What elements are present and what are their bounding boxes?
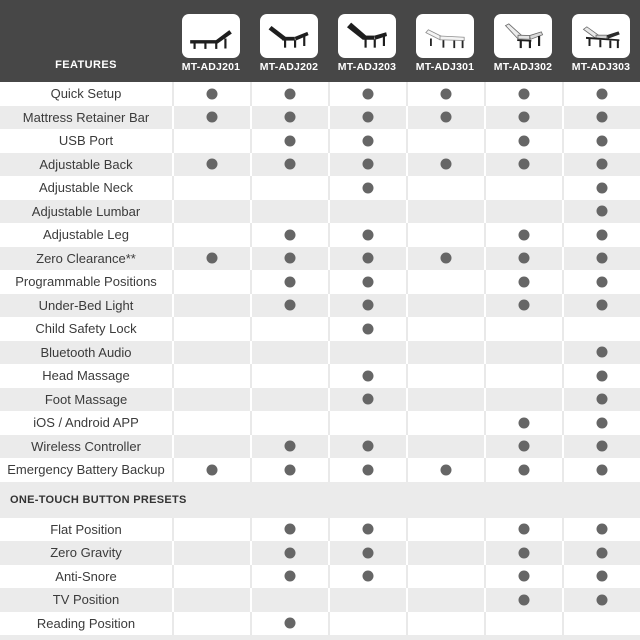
feature-cell-mt-adj302 <box>484 153 562 177</box>
feature-cell-mt-adj202 <box>250 612 328 636</box>
feature-cell-mt-adj302 <box>484 411 562 435</box>
feature-cell-mt-adj301 <box>406 129 484 153</box>
feature-cell-mt-adj301 <box>406 364 484 388</box>
feature-cell-mt-adj203 <box>328 541 406 565</box>
feature-cell-mt-adj201 <box>172 341 250 365</box>
feature-row <box>0 541 640 565</box>
feature-cell-mt-adj303 <box>562 176 640 200</box>
feature-cell-mt-adj203 <box>328 388 406 412</box>
feature-label: Reading Position <box>36 615 136 631</box>
model-column-mt-adj303 <box>562 0 640 82</box>
feature-cell-mt-adj203 <box>328 176 406 200</box>
feature-dot <box>363 182 374 193</box>
model-name: MT-ADJ303 <box>571 61 631 73</box>
feature-cell-mt-adj303 <box>562 612 640 636</box>
feature-cell-mt-adj203 <box>328 565 406 589</box>
feature-cell-mt-adj202 <box>250 518 328 542</box>
feature-row <box>0 411 640 435</box>
feature-dot <box>441 112 452 123</box>
features-header-label: FEATURES <box>55 59 117 71</box>
feature-dot <box>597 276 608 287</box>
feature-dot <box>363 276 374 287</box>
feature-dot <box>363 524 374 535</box>
feature-row <box>0 565 640 589</box>
feature-label: Wireless Controller <box>31 438 141 454</box>
feature-dot <box>519 417 530 428</box>
feature-dot <box>285 441 296 452</box>
model-column-mt-adj202 <box>250 0 328 82</box>
feature-row <box>0 388 640 412</box>
feature-cell-mt-adj202 <box>250 176 328 200</box>
feature-cell-mt-adj203 <box>328 294 406 318</box>
feature-dot <box>363 547 374 558</box>
feature-cell-mt-adj201 <box>172 388 250 412</box>
feature-label: Adjustable Back <box>39 156 133 172</box>
feature-label: Adjustable Neck <box>39 180 133 196</box>
feature-dot <box>285 159 296 170</box>
feature-cell-mt-adj302 <box>484 518 562 542</box>
feature-cell-mt-adj201 <box>172 612 250 636</box>
feature-cell-mt-adj301 <box>406 153 484 177</box>
model-name: MT-ADJ201 <box>181 61 241 73</box>
feature-row <box>0 435 640 459</box>
feature-dot <box>285 229 296 240</box>
feature-cell-mt-adj301 <box>406 270 484 294</box>
feature-dot <box>441 88 452 99</box>
feature-dot <box>363 441 374 452</box>
feature-cell-mt-adj303 <box>562 565 640 589</box>
feature-dot <box>519 524 530 535</box>
feature-cell-mt-adj302 <box>484 565 562 589</box>
feature-dot <box>597 112 608 123</box>
feature-cell-mt-adj302 <box>484 435 562 459</box>
feature-cell-mt-adj303 <box>562 294 640 318</box>
feature-cell-mt-adj203 <box>328 270 406 294</box>
feature-cell-mt-adj203 <box>328 518 406 542</box>
feature-cell-mt-adj203 <box>328 341 406 365</box>
feature-cell-mt-adj302 <box>484 458 562 482</box>
feature-dot <box>519 571 530 582</box>
feature-label: Mattress Retainer Bar <box>22 109 150 125</box>
feature-dot <box>597 394 608 405</box>
feature-dot <box>207 464 218 475</box>
feature-cell-mt-adj302 <box>484 82 562 106</box>
feature-dot <box>519 300 530 311</box>
feature-cell-mt-adj202 <box>250 588 328 612</box>
model-name: MT-ADJ301 <box>415 61 475 73</box>
feature-cell-mt-adj302 <box>484 388 562 412</box>
model-name: MT-ADJ202 <box>259 61 319 73</box>
feature-label: Zero Clearance** <box>36 250 136 266</box>
section-header-label: ONE-TOUCH BUTTON PRESETS <box>10 493 187 506</box>
feature-dot <box>363 88 374 99</box>
feature-cell-mt-adj301 <box>406 411 484 435</box>
feature-cell-mt-adj303 <box>562 129 640 153</box>
feature-label: Under-Bed Light <box>38 297 134 313</box>
feature-cell-mt-adj201 <box>172 153 250 177</box>
feature-cell-mt-adj303 <box>562 588 640 612</box>
feature-row <box>0 223 640 247</box>
feature-dot <box>285 88 296 99</box>
feature-cell-mt-adj202 <box>250 411 328 435</box>
feature-cell-mt-adj203 <box>328 411 406 435</box>
model-thumbnail <box>260 14 318 58</box>
feature-cell-mt-adj202 <box>250 458 328 482</box>
feature-dot <box>363 229 374 240</box>
feature-cell-mt-adj301 <box>406 612 484 636</box>
model-thumbnail <box>338 14 396 58</box>
feature-dot <box>519 276 530 287</box>
table-bottom-filler <box>0 635 640 640</box>
feature-table <box>0 82 640 640</box>
feature-cell-mt-adj203 <box>328 106 406 130</box>
model-column-mt-adj203 <box>328 0 406 82</box>
adjustable-bed-light-dual-raised-icon <box>576 18 626 54</box>
feature-cell-mt-adj302 <box>484 588 562 612</box>
feature-dot <box>597 524 608 535</box>
feature-dot <box>285 253 296 264</box>
feature-dot <box>597 229 608 240</box>
feature-cell-mt-adj203 <box>328 129 406 153</box>
feature-cell-mt-adj202 <box>250 364 328 388</box>
feature-dot <box>363 464 374 475</box>
feature-row <box>0 82 640 106</box>
feature-dot <box>285 135 296 146</box>
feature-row <box>0 458 640 482</box>
feature-dot <box>597 441 608 452</box>
feature-cell-mt-adj201 <box>172 435 250 459</box>
adjustable-bed-light-flat-icon <box>420 18 470 54</box>
feature-cell-mt-adj201 <box>172 223 250 247</box>
feature-cell-mt-adj301 <box>406 458 484 482</box>
feature-label: Child Safety Lock <box>35 321 137 337</box>
model-name: MT-ADJ203 <box>337 61 397 73</box>
feature-dot <box>285 276 296 287</box>
feature-cell-mt-adj302 <box>484 270 562 294</box>
feature-dot <box>597 347 608 358</box>
feature-cell-mt-adj302 <box>484 176 562 200</box>
feature-cell-mt-adj202 <box>250 223 328 247</box>
feature-dot <box>519 594 530 605</box>
model-thumbnail <box>572 14 630 58</box>
feature-dot <box>597 206 608 217</box>
feature-dot <box>519 253 530 264</box>
feature-cell-mt-adj303 <box>562 317 640 341</box>
feature-cell-mt-adj203 <box>328 223 406 247</box>
feature-cell-mt-adj303 <box>562 458 640 482</box>
feature-dot <box>363 370 374 381</box>
feature-cell-mt-adj301 <box>406 176 484 200</box>
feature-cell-mt-adj201 <box>172 364 250 388</box>
feature-cell-mt-adj201 <box>172 411 250 435</box>
feature-dot <box>519 112 530 123</box>
model-thumbnail <box>416 14 474 58</box>
feature-cell-mt-adj302 <box>484 106 562 130</box>
feature-label: Adjustable Leg <box>42 227 129 243</box>
feature-cell-mt-adj303 <box>562 270 640 294</box>
feature-dot <box>363 159 374 170</box>
feature-label: Bluetooth Audio <box>40 344 132 360</box>
feature-dot <box>519 135 530 146</box>
feature-row <box>0 518 640 542</box>
feature-cell-mt-adj201 <box>172 82 250 106</box>
feature-cell-mt-adj303 <box>562 435 640 459</box>
feature-dot <box>285 524 296 535</box>
feature-cell-mt-adj201 <box>172 518 250 542</box>
feature-dot <box>597 88 608 99</box>
feature-dot <box>285 300 296 311</box>
feature-cell-mt-adj203 <box>328 247 406 271</box>
feature-row <box>0 129 640 153</box>
feature-cell-mt-adj303 <box>562 364 640 388</box>
feature-label: Emergency Battery Backup <box>7 462 165 478</box>
adjustable-bed-light-raised-icon <box>498 18 548 54</box>
feature-cell-mt-adj201 <box>172 270 250 294</box>
feature-row <box>0 270 640 294</box>
features-header-cell <box>0 0 172 82</box>
feature-cell-mt-adj201 <box>172 247 250 271</box>
feature-dot <box>207 159 218 170</box>
adjustable-bed-dark-flat-icon <box>186 18 236 54</box>
feature-cell-mt-adj302 <box>484 200 562 224</box>
feature-cell-mt-adj302 <box>484 294 562 318</box>
feature-cell-mt-adj302 <box>484 223 562 247</box>
feature-cell-mt-adj201 <box>172 588 250 612</box>
feature-cell-mt-adj303 <box>562 341 640 365</box>
feature-cell-mt-adj303 <box>562 388 640 412</box>
feature-dot <box>363 300 374 311</box>
feature-cell-mt-adj202 <box>250 388 328 412</box>
feature-row <box>0 364 640 388</box>
feature-dot <box>363 253 374 264</box>
feature-cell-mt-adj203 <box>328 153 406 177</box>
feature-dot <box>519 547 530 558</box>
feature-label: TV Position <box>52 592 120 608</box>
feature-cell-mt-adj303 <box>562 411 640 435</box>
feature-cell-mt-adj301 <box>406 200 484 224</box>
feature-dot <box>519 159 530 170</box>
feature-cell-mt-adj201 <box>172 294 250 318</box>
feature-cell-mt-adj301 <box>406 82 484 106</box>
feature-label: Zero Gravity <box>50 545 122 561</box>
feature-dot <box>207 88 218 99</box>
feature-dot <box>597 159 608 170</box>
feature-cell-mt-adj202 <box>250 153 328 177</box>
feature-cell-mt-adj303 <box>562 200 640 224</box>
feature-cell-mt-adj301 <box>406 435 484 459</box>
feature-row <box>0 247 640 271</box>
model-thumbnail <box>182 14 240 58</box>
feature-row <box>0 612 640 636</box>
feature-cell-mt-adj202 <box>250 341 328 365</box>
feature-cell-mt-adj301 <box>406 294 484 318</box>
feature-cell-mt-adj203 <box>328 612 406 636</box>
feature-cell-mt-adj301 <box>406 518 484 542</box>
feature-cell-mt-adj301 <box>406 341 484 365</box>
feature-cell-mt-adj202 <box>250 82 328 106</box>
feature-label: USB Port <box>58 133 114 149</box>
feature-cell-mt-adj303 <box>562 247 640 271</box>
feature-dot <box>285 571 296 582</box>
feature-cell-mt-adj303 <box>562 518 640 542</box>
feature-dot <box>597 464 608 475</box>
feature-label: iOS / Android APP <box>33 415 139 431</box>
feature-dot <box>597 135 608 146</box>
feature-label: Anti-Snore <box>55 568 117 584</box>
feature-dot <box>363 323 374 334</box>
feature-cell-mt-adj201 <box>172 176 250 200</box>
adjustable-bed-dark-raised-tall-icon <box>342 18 392 54</box>
feature-cell-mt-adj302 <box>484 341 562 365</box>
feature-label: Head Massage <box>42 368 130 384</box>
feature-dot <box>519 229 530 240</box>
feature-cell-mt-adj202 <box>250 247 328 271</box>
feature-dot <box>285 464 296 475</box>
feature-cell-mt-adj302 <box>484 317 562 341</box>
feature-cell-mt-adj302 <box>484 541 562 565</box>
feature-dot <box>363 135 374 146</box>
feature-cell-mt-adj202 <box>250 270 328 294</box>
feature-label: Quick Setup <box>50 86 122 102</box>
feature-dot <box>363 112 374 123</box>
feature-cell-mt-adj201 <box>172 200 250 224</box>
feature-cell-mt-adj302 <box>484 364 562 388</box>
section-header-row <box>0 482 640 518</box>
feature-cell-mt-adj202 <box>250 317 328 341</box>
feature-row <box>0 200 640 224</box>
model-column-mt-adj201 <box>172 0 250 82</box>
feature-dot <box>207 112 218 123</box>
feature-row <box>0 341 640 365</box>
feature-cell-mt-adj303 <box>562 106 640 130</box>
feature-label: Programmable Positions <box>15 274 157 290</box>
feature-cell-mt-adj302 <box>484 612 562 636</box>
feature-cell-mt-adj202 <box>250 565 328 589</box>
feature-dot <box>597 182 608 193</box>
feature-row <box>0 153 640 177</box>
feature-cell-mt-adj202 <box>250 129 328 153</box>
feature-cell-mt-adj301 <box>406 588 484 612</box>
feature-dot <box>519 88 530 99</box>
feature-cell-mt-adj203 <box>328 317 406 341</box>
feature-cell-mt-adj303 <box>562 223 640 247</box>
feature-row <box>0 176 640 200</box>
feature-dot <box>597 253 608 264</box>
feature-cell-mt-adj201 <box>172 565 250 589</box>
feature-dot <box>441 253 452 264</box>
model-thumbnail <box>494 14 552 58</box>
table-header <box>0 0 640 82</box>
feature-cell-mt-adj303 <box>562 153 640 177</box>
adjustable-bed-dark-raised-icon <box>264 18 314 54</box>
feature-cell-mt-adj203 <box>328 458 406 482</box>
feature-cell-mt-adj201 <box>172 106 250 130</box>
feature-label: Adjustable Lumbar <box>31 203 141 219</box>
model-column-mt-adj301 <box>406 0 484 82</box>
feature-row <box>0 588 640 612</box>
feature-dot <box>597 370 608 381</box>
feature-dot <box>519 464 530 475</box>
feature-dot <box>441 159 452 170</box>
feature-cell-mt-adj202 <box>250 541 328 565</box>
feature-dot <box>597 594 608 605</box>
feature-row <box>0 294 640 318</box>
feature-dot <box>597 300 608 311</box>
feature-dot <box>597 571 608 582</box>
feature-cell-mt-adj301 <box>406 247 484 271</box>
feature-dot <box>285 618 296 629</box>
model-name: MT-ADJ302 <box>493 61 553 73</box>
feature-label: Foot Massage <box>44 391 128 407</box>
feature-cell-mt-adj202 <box>250 106 328 130</box>
feature-cell-mt-adj301 <box>406 388 484 412</box>
feature-dot <box>285 547 296 558</box>
feature-cell-mt-adj302 <box>484 129 562 153</box>
model-column-mt-adj302 <box>484 0 562 82</box>
feature-cell-mt-adj201 <box>172 317 250 341</box>
feature-cell-mt-adj301 <box>406 565 484 589</box>
feature-cell-mt-adj301 <box>406 106 484 130</box>
feature-cell-mt-adj302 <box>484 247 562 271</box>
feature-cell-mt-adj201 <box>172 541 250 565</box>
feature-label: Flat Position <box>50 521 122 537</box>
feature-cell-mt-adj301 <box>406 317 484 341</box>
feature-dot <box>519 441 530 452</box>
feature-cell-mt-adj203 <box>328 588 406 612</box>
feature-dot <box>441 464 452 475</box>
feature-cell-mt-adj301 <box>406 223 484 247</box>
feature-cell-mt-adj303 <box>562 541 640 565</box>
feature-row <box>0 317 640 341</box>
feature-cell-mt-adj202 <box>250 435 328 459</box>
feature-cell-mt-adj203 <box>328 435 406 459</box>
feature-dot <box>597 417 608 428</box>
feature-cell-mt-adj202 <box>250 200 328 224</box>
feature-cell-mt-adj301 <box>406 541 484 565</box>
feature-cell-mt-adj203 <box>328 200 406 224</box>
feature-cell-mt-adj203 <box>328 364 406 388</box>
feature-dot <box>597 547 608 558</box>
feature-cell-mt-adj201 <box>172 458 250 482</box>
feature-dot <box>363 394 374 405</box>
feature-dot <box>285 112 296 123</box>
feature-dot <box>363 571 374 582</box>
feature-cell-mt-adj201 <box>172 129 250 153</box>
feature-cell-mt-adj202 <box>250 294 328 318</box>
feature-row <box>0 106 640 130</box>
feature-dot <box>207 253 218 264</box>
feature-cell-mt-adj303 <box>562 82 640 106</box>
feature-cell-mt-adj203 <box>328 82 406 106</box>
